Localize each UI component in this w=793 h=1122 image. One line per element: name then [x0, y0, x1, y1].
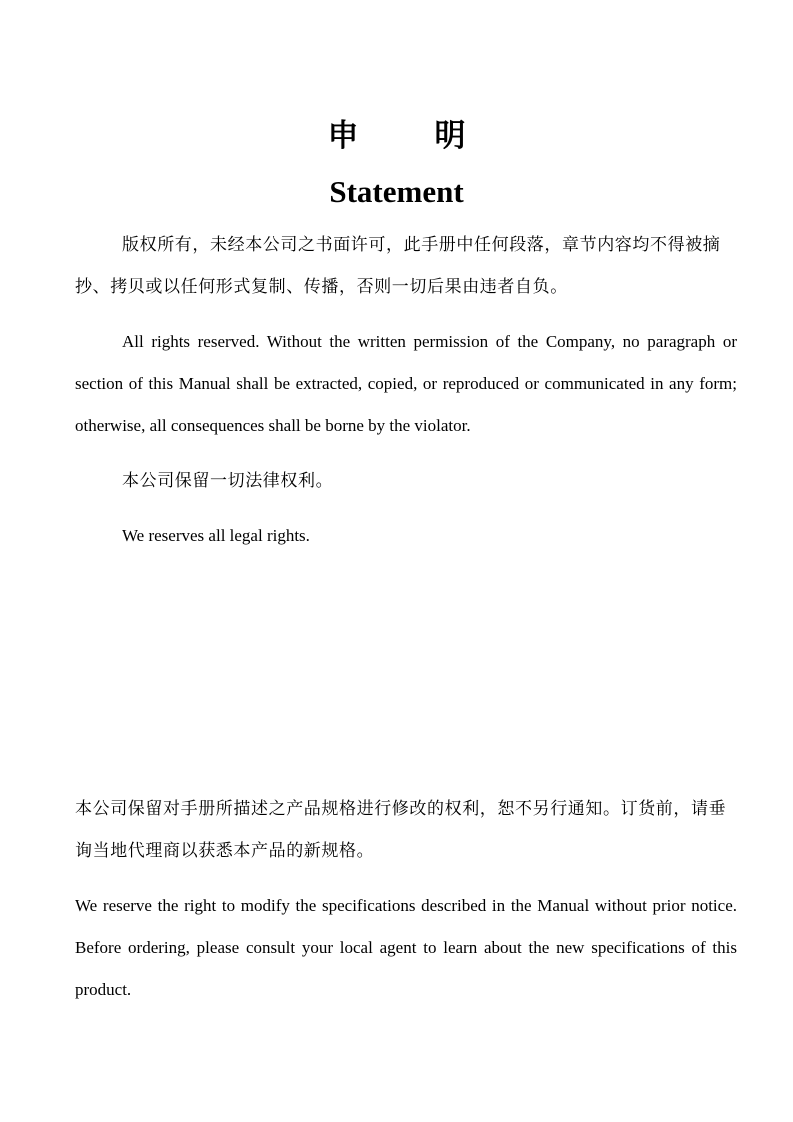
specification-notice-cn: 本公司保留对手册所描述之产品规格进行修改的权利，恕不另行通知。订货前，请垂询当地代理商以获悉本产品的新规格。: [75, 799, 727, 861]
legal-rights-paragraph-cn: 本公司保留一切法律权利。: [122, 471, 334, 491]
title-chinese: 申明: [327, 118, 542, 154]
copyright-paragraph-en: All rights reserved. Without the written permission of the Company, no paragraph or section of this Manual shall be extracted, copied, or reproduced or communicated in any form; otherwise, all consequences shall be borne by the violator.: [75, 332, 737, 435]
title-english: Statement: [329, 174, 464, 209]
copyright-paragraph-cn: 版权所有，未经本公司之书面许可，此手册中任何段落，章节内容均不得被摘抄、拷贝或以任何形式复制、传播，否则一切后果由违者自负。: [75, 235, 721, 297]
legal-rights-paragraph-en: We reserves all legal rights.: [122, 526, 310, 545]
specification-notice-en: We reserve the right to modify the specifications described in the Manual without prior notice. Before ordering, please consult your local agent to learn about the new specifications of this product.: [75, 896, 737, 999]
